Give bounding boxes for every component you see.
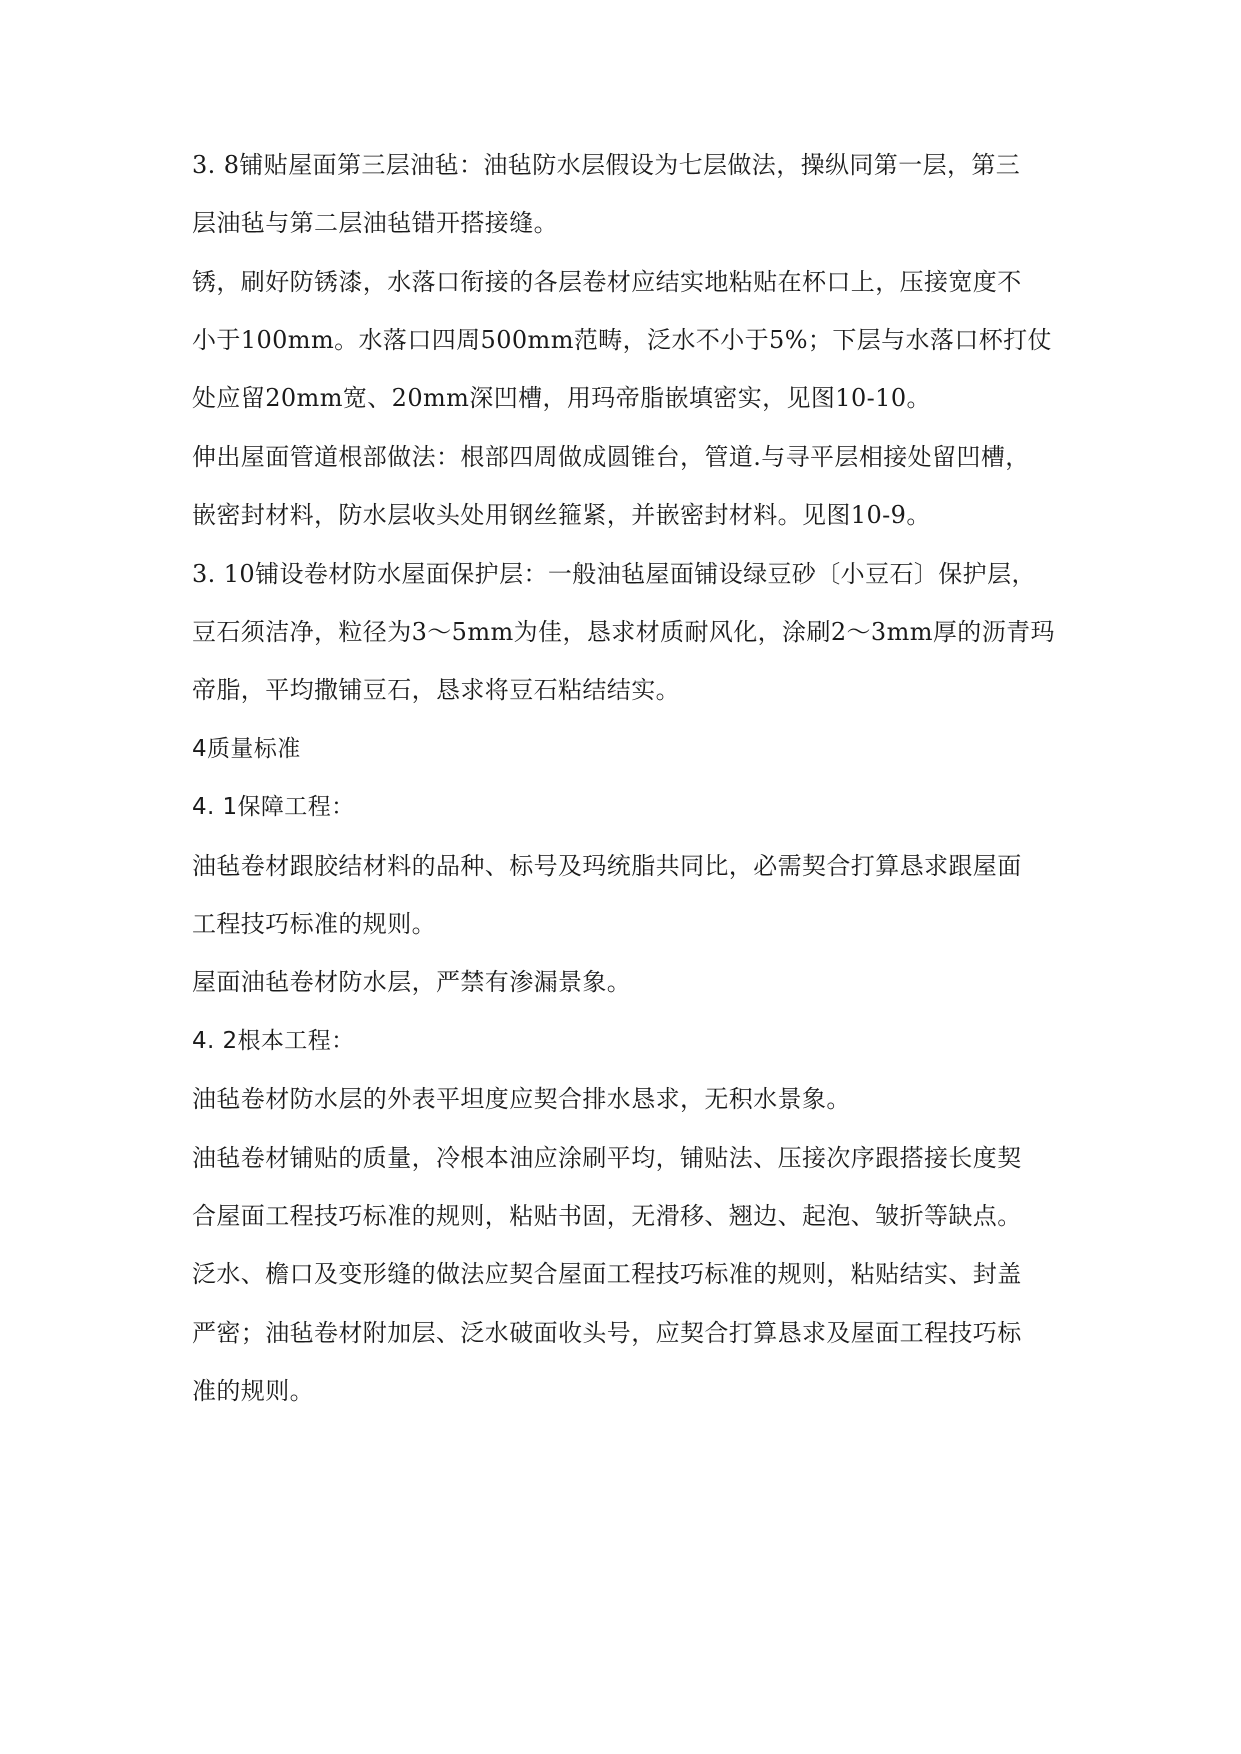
text-line: 泛水、檐口及变形缝的做法应契合屋面工程技巧标准的规则，粘贴结实、封盖	[192, 1260, 1022, 1288]
text-line: 屋面油毡卷材防水层，严禁有渗漏景象。	[192, 968, 632, 996]
text-line: 准的规则。	[192, 1377, 314, 1405]
text-line: 油毡卷材防水层的外表平坦度应契合排水恳求，无积水景象。	[192, 1085, 851, 1113]
text-line: 3. 10铺设卷材防水屋面保护层：一般油毡屋面铺设绿豆砂〔小豆石〕保护层，	[192, 560, 1036, 588]
text-line: 合屋面工程技巧标准的规则，粘贴书固，无滑移、翘边、起泡、皱折等缺点。	[192, 1202, 1022, 1230]
text-line: 工程技巧标准的规则。	[192, 910, 436, 938]
text-line: 小于100mm。水落口四周500mm范畴，泛水不小于5%；下层与水落口杯打仗	[192, 326, 1052, 354]
section-heading: 4质量标准	[192, 736, 301, 762]
text-line: 3. 8铺贴屋面第三层油毡：油毡防水层假设为七层做法，操纵同第一层，第三	[192, 151, 1021, 179]
subsection-heading: 4. 2根本工程：	[192, 1028, 355, 1054]
text-line: 嵌密封材料，防水层收头处用钢丝箍紧，并嵌密封材料。见图10-9。	[192, 501, 931, 529]
text-line: 油毡卷材铺贴的质量，冷根本油应涂刷平均，铺贴法、压接次序跟搭接长度契	[192, 1144, 1022, 1172]
text-line: 伸出屋面管道根部做法：根部四周做成圆锥台，管道.与寻平层相接处留凹槽，	[192, 443, 1030, 471]
text-line: 锈，刷好防锈漆，水落口衔接的各层卷材应结实地粘贴在杯口上，压接宽度不	[192, 268, 1022, 296]
text-line: 层油毡与第二层油毡错开搭接缝。	[192, 209, 558, 237]
text-line: 处应留20mm宽、20mm深凹槽，用玛帝脂嵌填密实，见图10-10。	[192, 384, 931, 412]
text-line: 严密；油毡卷材附加层、泛水破面收头号，应契合打算恳求及屋面工程技巧标	[192, 1319, 1022, 1347]
text-line: 油毡卷材跟胶结材料的品种、标号及玛统脂共同比，必需契合打算恳求跟屋面	[192, 852, 1022, 880]
text-line: 帝脂，平均撒铺豆石，恳求将豆石粘结结实。	[192, 676, 680, 704]
text-line: 豆石须洁净，粒径为3～5mm为佳，恳求材质耐风化，涂刷2～3mm厚的沥青玛	[192, 618, 1055, 646]
subsection-heading: 4. 1保障工程：	[192, 794, 355, 820]
